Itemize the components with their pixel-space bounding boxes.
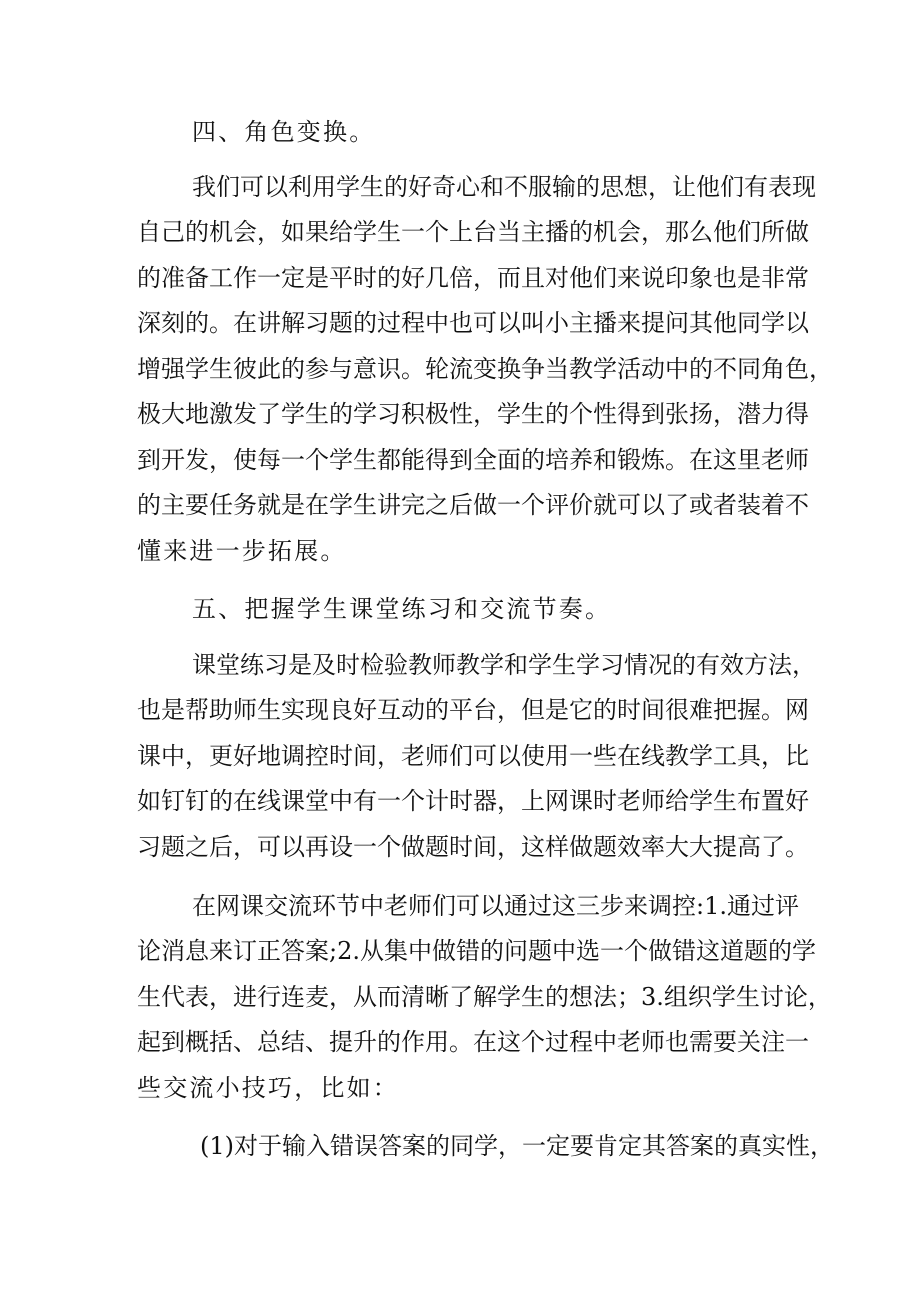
- paragraph-line: 如钉钉的在线课堂中有一个计时器，上网课时老师给学生布置好: [137, 787, 809, 815]
- paragraph-line: 自己的机会，如果给学生一个上台当主播的机会，那么他们所做: [137, 218, 809, 246]
- paragraph-line: 也是帮助师生实现良好互动的平台，但是它的时间很难把握。网: [137, 696, 809, 724]
- paragraph-line: 课中，更好地调控时间，老师们可以使用一些在线教学工具，比: [137, 742, 809, 770]
- paragraph-line: 生代表，进行连麦，从而清晰了解学生的想法；3.组织学生讨论，: [137, 983, 832, 1011]
- paragraph-line: 我们可以利用学生的好奇心和不服输的思想，让他们有表现: [192, 173, 816, 201]
- paragraph-line: 起到概括、总结、提升的作用。在这个过程中老师也需要关注一: [137, 1028, 809, 1056]
- paragraph-line: 懂来进一步拓展。: [137, 537, 347, 565]
- paragraph-line: 的主要任务就是在学生讲完之后做一个评价就可以了或者装着不: [137, 491, 809, 519]
- list-item-1: (1)对于输入错误答案的同学，一定要肯定其答案的真实性，: [200, 1132, 834, 1160]
- paragraph-line: 极大地激发了学生的学习积极性，学生的个性得到张扬，潜力得: [137, 400, 809, 428]
- paragraph-line: 到开发，使每一个学生都能得到全面的培养和锻炼。在这里老师: [137, 446, 809, 474]
- section-heading-4: 四、角色变换。: [192, 118, 376, 146]
- paragraph-line: 习题之后，可以再设一个做题时间，这样做题效率大大提高了。: [137, 833, 809, 861]
- paragraph-line: 课堂练习是及时检验教师教学和学生学习情况的有效方法，: [192, 651, 816, 679]
- paragraph-line: 增强学生彼此的参与意识。轮流变换争当教学活动中的不同角色，: [137, 355, 833, 383]
- paragraph-line: 论消息来订正答案;2.从集中做错的问题中选一个做错这道题的学: [137, 937, 816, 965]
- section-heading-5: 五、把握学生课堂练习和交流节奏。: [192, 595, 612, 623]
- paragraph-line: 的准备工作一定是平时的好几倍，而且对他们来说印象也是非常: [137, 264, 809, 292]
- paragraph-line: 在网课交流环节中老师们可以通过这三步来调控:1.通过评: [192, 892, 799, 920]
- paragraph-line: 深刻的。在讲解习题的过程中也可以叫小主播来提问其他同学以: [137, 309, 809, 337]
- paragraph-line: 些交流小技巧，比如：: [137, 1074, 399, 1102]
